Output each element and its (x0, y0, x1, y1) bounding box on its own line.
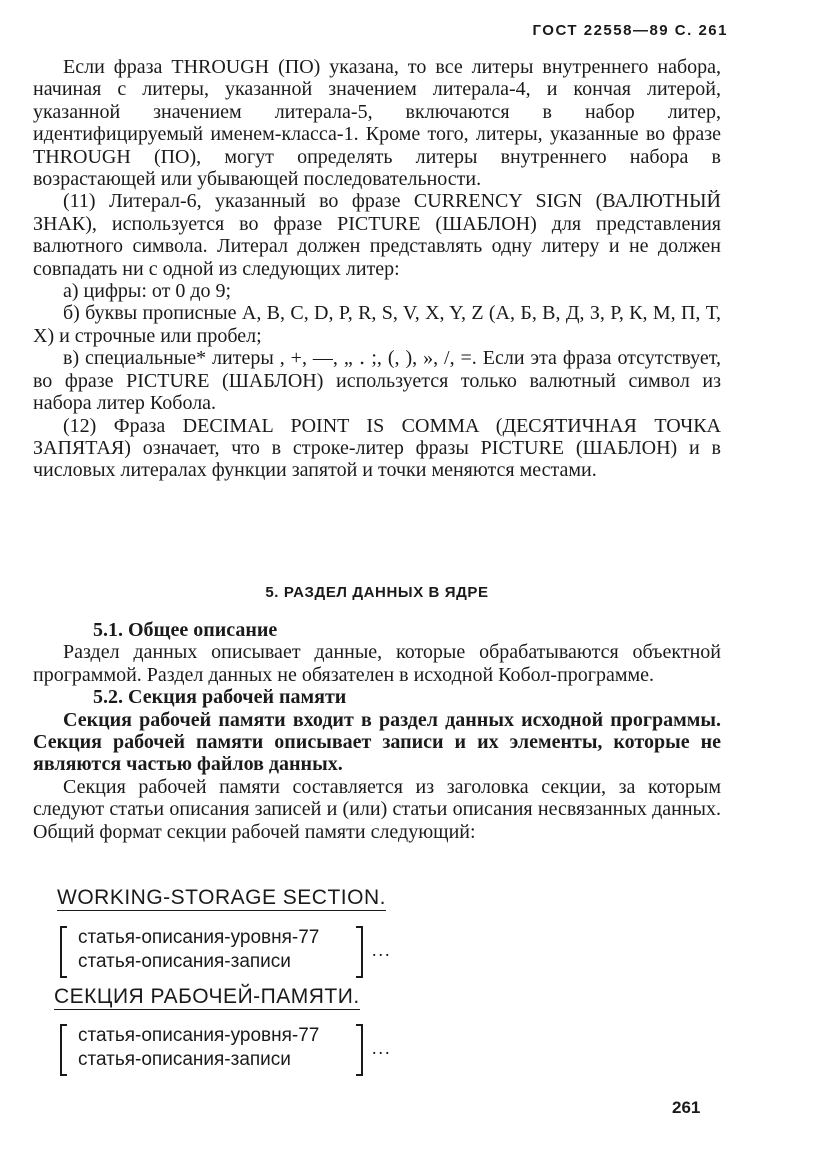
format-lines-russian (78, 1024, 319, 1072)
list-item-a: а) цифры: от 0 до 9; (63, 280, 232, 303)
subsection-2-paragraph-2: Секция рабочей памяти составляется из заголовка секции, за которым следуют статьи описания записей и (или) статьи описания несвязанных данных. Общий формат секции рабочей памяти следующий: (33, 775, 721, 843)
paragraph-currency-sign: (11) Литерал-6, указанный во фразе CURRENCY SIGN (ВАЛЮТНЫЙ ЗНАК), используется во фразе PICTURE (ШАБЛОН) для представления валютного символа. Литерал должен представлять одну литеру и не должен совпадать ни с одной из следующих литер: (33, 190, 721, 280)
section-body (33, 619, 721, 843)
format-heading-russian (54, 985, 360, 1009)
format-option-level-77: статья-описания-уровня-77 (78, 927, 320, 948)
format-lines-english (78, 926, 319, 974)
format-heading-english-text: WORKING-STORAGE SECTION. (57, 886, 386, 909)
page-number: 261 (672, 1098, 701, 1117)
right-bracket (356, 1024, 363, 1076)
format-option-record: статья-описания-записи (78, 1049, 291, 1070)
paragraph-through: Если фраза THROUGH (ПО) указана, то все литеры внутреннего набора, начиная с литеры, указанной значением литерала-4, и кончая литерой, указанной значением литерала-5, включаются в набор литер, идентифицируемый именем-класса-1. Кроме того, литеры, указанные во фразе THROUGH (ПО), могут определять литеры внутреннего набора в возрастающей или убывающей последовательности. (33, 56, 721, 191)
format-option-record: статья-описания-записи (78, 951, 291, 972)
running-head: ГОСТ 22558—89 С. 261 (532, 22, 728, 39)
left-bracket (60, 1024, 67, 1076)
subsection-1-title (33, 619, 721, 641)
format-heading-russian-text: СЕКЦИЯ РАБОЧЕЙ-ПАМЯТИ. (54, 985, 360, 1008)
subsection-2-paragraph-1: Секция рабочей памяти входит в раздел данных исходной программы. Секция рабочей памяти описывает записи и их элементы, которые не являются частью файлов данных. (33, 708, 721, 776)
section-title: 5. РАЗДЕЛ ДАННЫХ В ЯДРЕ (265, 584, 489, 601)
subsection-1-title-text: 5.1. Общее описание (93, 619, 278, 641)
subsection-2-title-text: 5.2. Секция рабочей памяти (93, 686, 347, 709)
list-item-c: в) специальные* литеры , +, —, „ ․ ;, (, ), », /, =. Если эта фраза отсутствует, во фразе PICTURE (ШАБЛОН) используется только валютный символ из набора литер Кобола. (33, 347, 721, 415)
list-item-b: б) буквы прописные А, В, С, D, P, R, S, V, X, Y, Z (А, Б, В, Д, З, Р, К, М, П, Т, Х) и строчные или пробел; (33, 302, 721, 347)
right-bracket (356, 926, 363, 978)
paragraph-decimal-point: (12) Фраза DECIMAL POINT IS COMMA (ДЕСЯТИЧНАЯ ТОЧКА ЗАПЯТАЯ) означает, что в строке-литер фразы PICTURE (ШАБЛОН) и в числовых литералах функции запятой и точки меняются местами. (33, 414, 721, 482)
subsection-2-title (33, 686, 721, 708)
ellipsis: ... (372, 1038, 392, 1058)
format-option-level-77: статья-описания-уровня-77 (78, 1025, 320, 1046)
subsection-1-text: Раздел данных описывает данные, которые обрабатываются объектной программой. Раздел данных не обязателен в исходной Кобол-программе. (33, 641, 721, 686)
body-text (33, 56, 721, 482)
format-heading-english (57, 886, 386, 910)
ellipsis: ... (372, 940, 392, 960)
left-bracket (60, 926, 67, 978)
